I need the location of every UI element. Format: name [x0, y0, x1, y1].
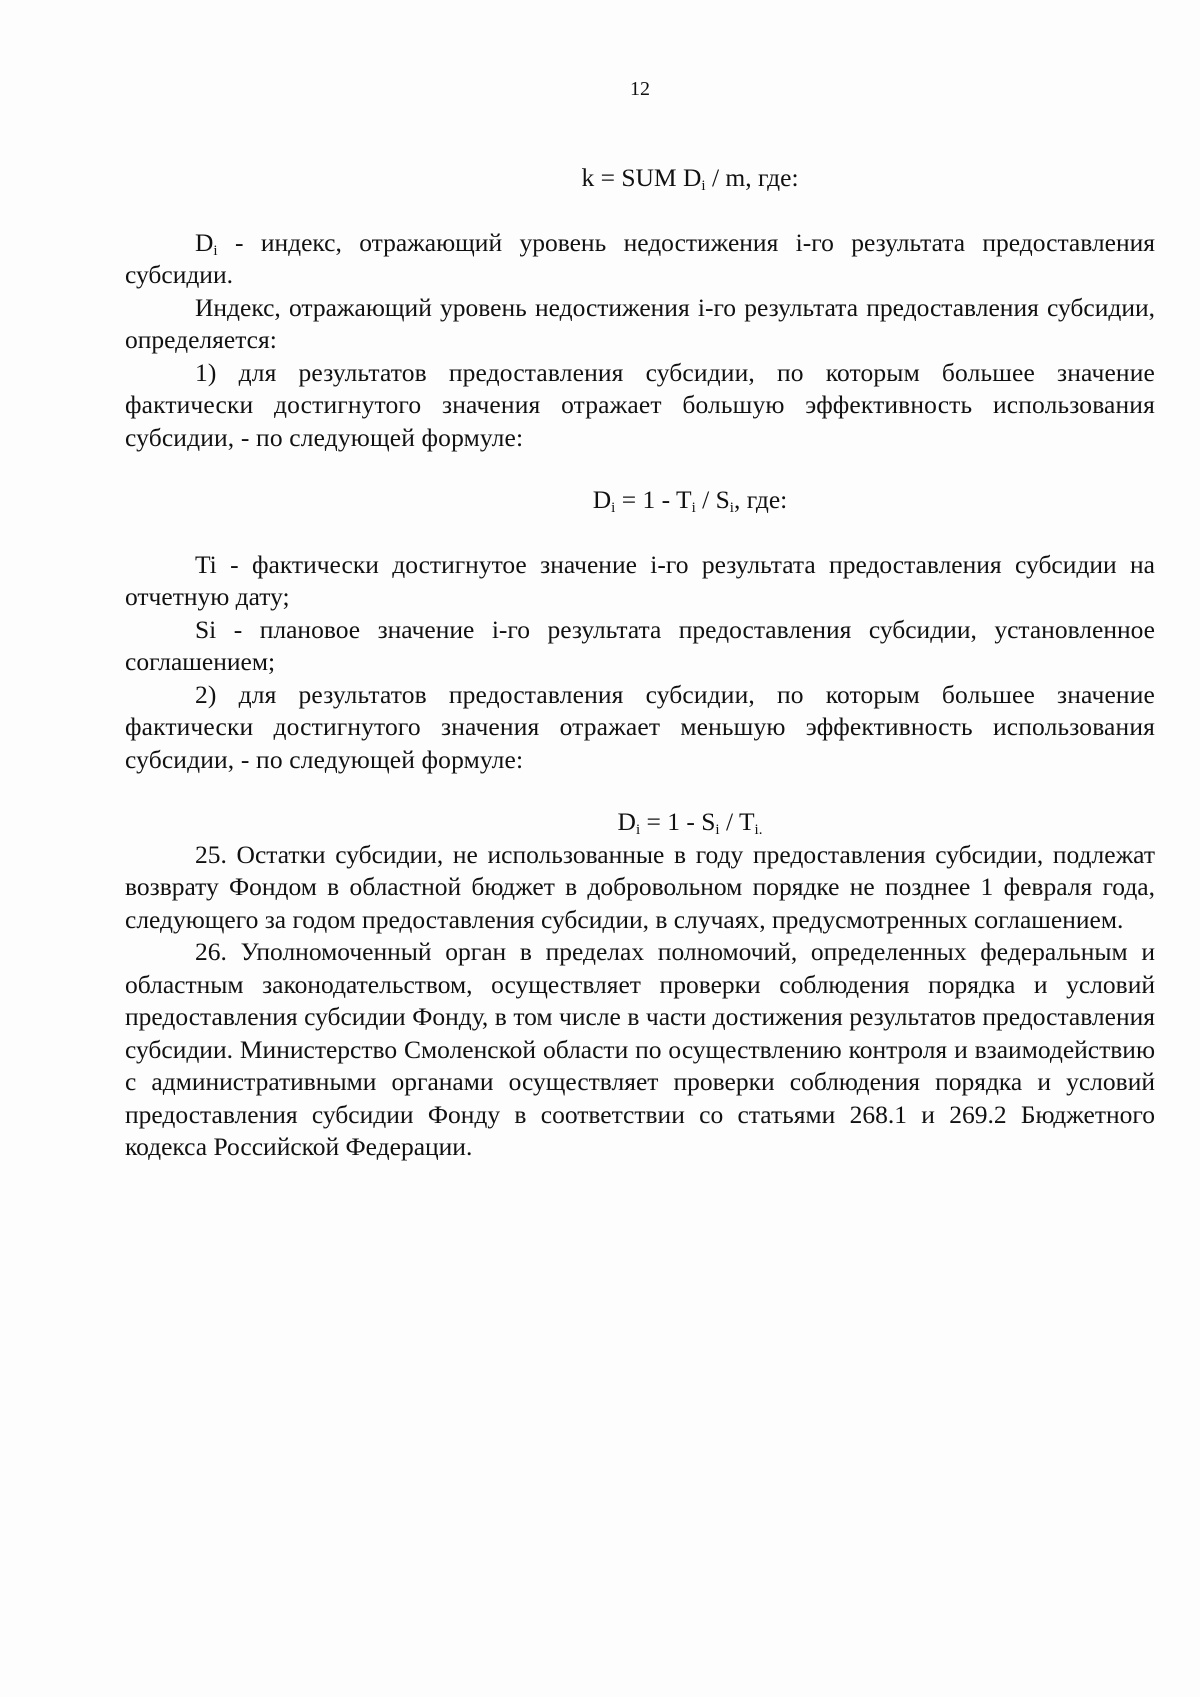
- formula-2-sub-a: i: [635, 822, 641, 838]
- formula-1-sub-b: i: [691, 500, 696, 516]
- paragraph-26: 26. Уполномоченный орган в пределах полномочий, определенных федеральным и областным законодательством, осуществляет проверки соблюдения порядка и условий предоставления субсидии Фонду, в том числе в части достижения результатов предоставления субсидии. Министерство Смоленской области по осуществлению контроля и взаимодействию с административными органами осуществляет проверки соблюдения порядка и условий предоставления субсидии Фонду в соответствии со статьями 268.1 и 269.2 Бюджетного кодекса Российской Федерации.: [125, 937, 1155, 1161]
- formula-1-part-b: = 1 - T: [615, 485, 692, 514]
- formula-k-rhs: / m, где:: [705, 163, 799, 192]
- formula-1-part-c: / S: [695, 485, 730, 514]
- formula-2: [125, 806, 1155, 839]
- page-number: 12: [630, 78, 650, 100]
- definition-si: Si - плановое значение i-го результата предоставления субсидии, установленное соглашением;: [125, 614, 1155, 676]
- formula-1-part-a: D: [592, 485, 612, 514]
- formula-2-part-c: / T: [719, 807, 755, 836]
- formula-1-sub-c: i: [729, 500, 734, 516]
- paragraph-25: 25. Остатки субсидии, не использованные в году предоставления субсидии, подлежат возврату Фондом в областной бюджет в добровольном порядке не позднее 1 февраля года, следующего за годом предоставления субсидии, в случаях, предусмотренных соглашением.: [125, 839, 1155, 934]
- formula-k: [125, 162, 1155, 195]
- definition-di-text: - индекс, отражающий уровень недостижения i-го результата предоставления субсидии.: [125, 227, 1155, 289]
- formula-2-sub-c: i.: [754, 822, 763, 838]
- formula-k-lhs: k = SUM D: [581, 163, 702, 192]
- formula-2-sub-b: i: [715, 822, 720, 838]
- item-1: 1) для результатов предоставления субсидии, по которым большее значение фактически достигнутого значения отражает большую эффективность использования субсидии, - по следующей формуле:: [125, 357, 1155, 452]
- definition-ti: Ti - фактически достигнутое значение i-го результата предоставления субсидии на отчетную дату;: [125, 549, 1155, 611]
- definition-di: [125, 227, 1155, 292]
- paragraph-index: Индекс, отражающий уровень недостижения i-го результата предоставления субсидии, определяется:: [125, 292, 1155, 354]
- item-2: 2) для результатов предоставления субсидии, по которым большее значение фактически достигнутого значения отражает меньшую эффективность использования субсидии, - по следующей формуле:: [125, 679, 1155, 774]
- formula-2-part-a: D: [617, 807, 636, 836]
- document-body: [125, 150, 1155, 1164]
- definition-di-symbol: D: [195, 227, 214, 257]
- formula-1-part-d: , где:: [733, 485, 788, 514]
- formula-1-sub-a: i: [611, 500, 616, 516]
- formula-k-sub: i: [701, 178, 706, 194]
- formula-1: [125, 484, 1155, 517]
- formula-2-part-b: = 1 - S: [640, 807, 716, 836]
- definition-di-sub: i: [213, 242, 218, 259]
